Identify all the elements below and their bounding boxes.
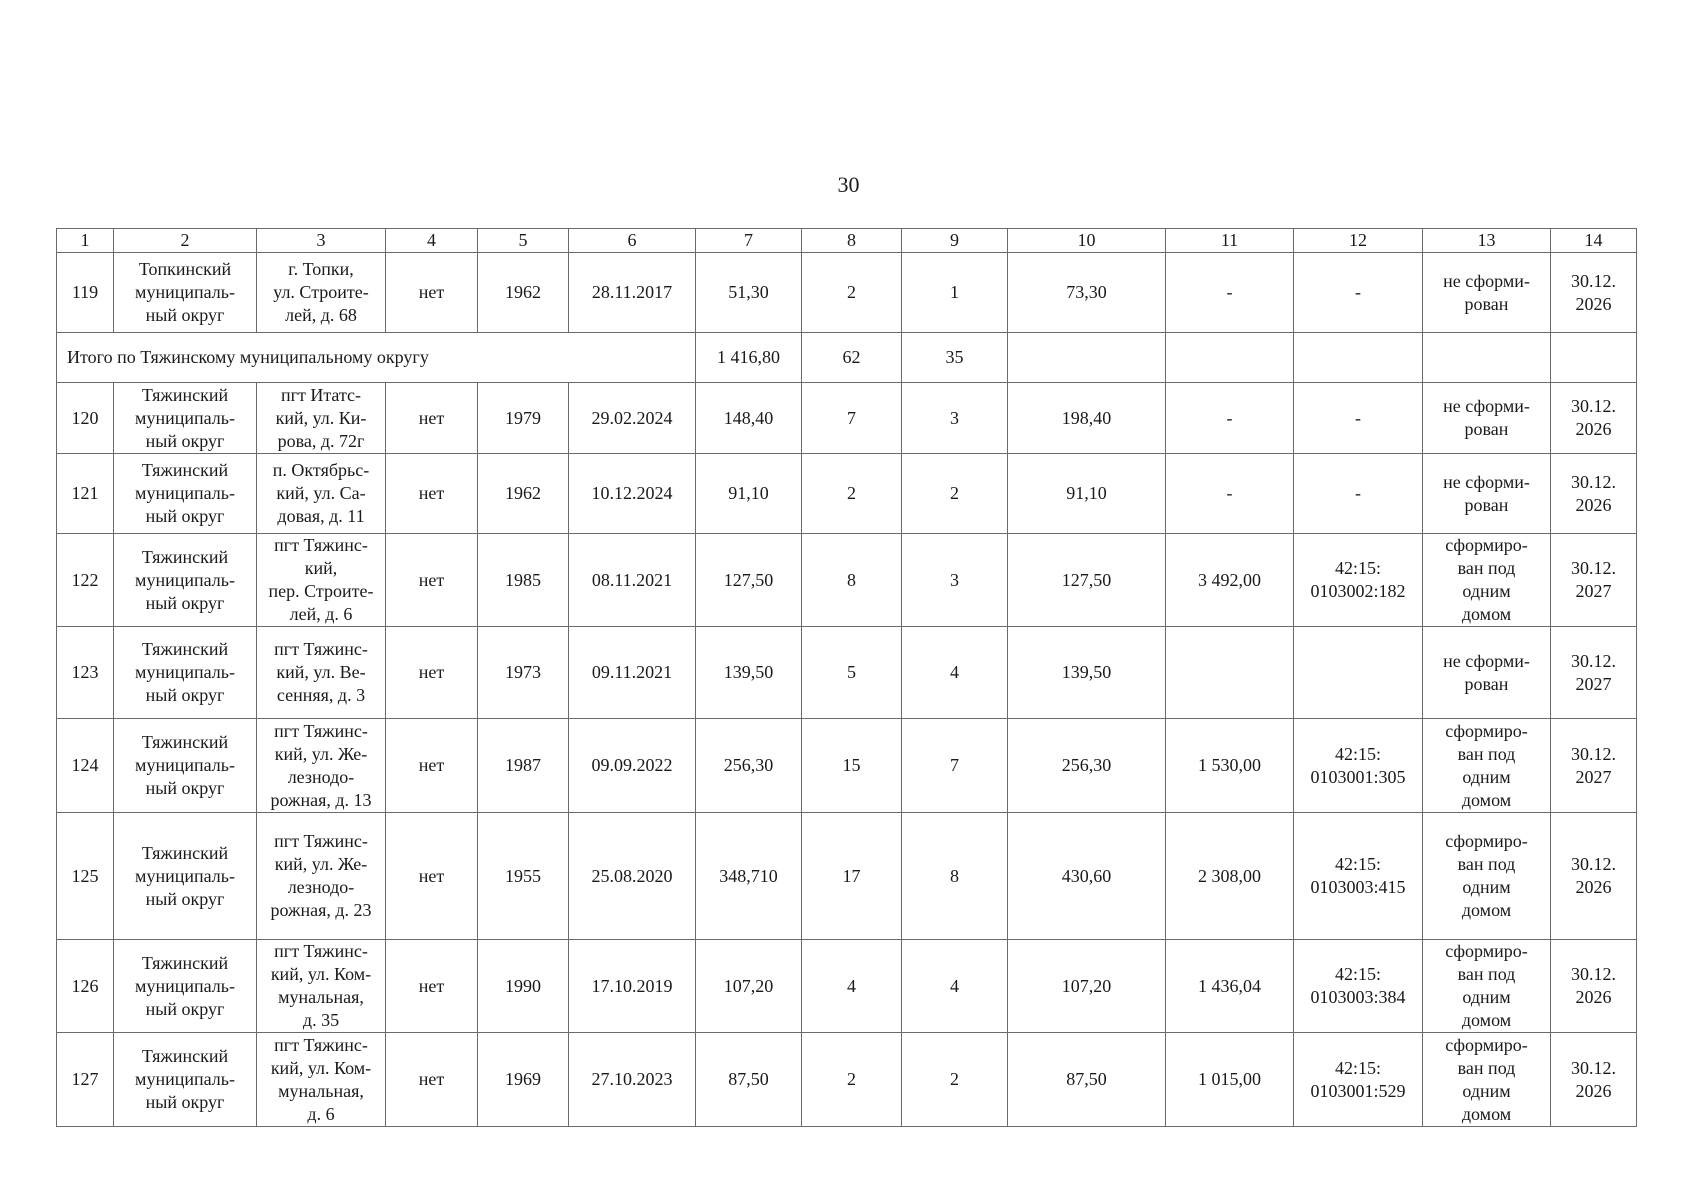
- land-status-cell: не сформи- рован: [1423, 383, 1551, 454]
- land-status-cell: не сформи- рован: [1423, 454, 1551, 534]
- address-cell: г. Топки, ул. Строите- лей, д. 68: [257, 253, 386, 333]
- total-area-cell: 87,50: [696, 1033, 802, 1127]
- residents-count-cell: 8: [802, 534, 902, 627]
- column-number: 13: [1423, 229, 1551, 253]
- address-cell: пгт Итатс- кий, ул. Ки- рова, д. 72г: [257, 383, 386, 454]
- address-cell: пгт Тяжинс- кий, ул. Ком- мунальная, д. 35: [257, 940, 386, 1033]
- land-area-cell: 2 308,00: [1166, 813, 1294, 940]
- subtotal-label: Итого по Тяжинскому муниципальному округу: [57, 333, 696, 383]
- municipality-cell: Тяжинский муниципаль- ный округ: [114, 383, 257, 454]
- municipality-cell: Топкинский муниципаль- ный округ: [114, 253, 257, 333]
- column-number: 5: [478, 229, 569, 253]
- column-number: 12: [1294, 229, 1423, 253]
- land-area-cell: [1166, 627, 1294, 719]
- residents-count-cell: 5: [802, 627, 902, 719]
- build-year-cell: 1962: [478, 253, 569, 333]
- recognition-date-cell: 29.02.2024: [569, 383, 696, 454]
- column-number: 10: [1008, 229, 1166, 253]
- apartments-count-cell: 1: [902, 253, 1008, 333]
- recognition-date-cell: 17.10.2019: [569, 940, 696, 1033]
- resettlement-area-cell: 127,50: [1008, 534, 1166, 627]
- total-area-cell: 348,710: [696, 813, 802, 940]
- row-number-cell: 120: [57, 383, 114, 454]
- address-cell: пгт Тяжинс- кий, пер. Строите- лей, д. 6: [257, 534, 386, 627]
- resettlement-deadline-cell: 30.12. 2026: [1551, 1033, 1637, 1127]
- recognition-date-cell: 28.11.2017: [569, 253, 696, 333]
- resettlement-deadline-cell: 30.12. 2027: [1551, 534, 1637, 627]
- land-area-cell: -: [1166, 253, 1294, 333]
- total-area-cell: 139,50: [696, 627, 802, 719]
- table-row: [57, 813, 1637, 940]
- row-number-cell: 125: [57, 813, 114, 940]
- address-cell: пгт Тяжинс- кий, ул. Ве- сенняя, д. 3: [257, 627, 386, 719]
- land-status-cell: сформиро- ван под одним домом: [1423, 1033, 1551, 1127]
- land-status-cell: не сформи- рован: [1423, 253, 1551, 333]
- apartments-count-cell: 3: [902, 534, 1008, 627]
- residents-count-cell: 2: [802, 454, 902, 534]
- column-number: 11: [1166, 229, 1294, 253]
- cadastral-number-cell: 42:15: 0103001:305: [1294, 719, 1423, 813]
- resettlement-deadline-cell: 30.12. 2026: [1551, 813, 1637, 940]
- resettlement-deadline-cell: 30.12. 2026: [1551, 940, 1637, 1033]
- resettlement-area-cell: 91,10: [1008, 454, 1166, 534]
- row-number-cell: 119: [57, 253, 114, 333]
- column-number: 3: [257, 229, 386, 253]
- apartments-count-cell: 2: [902, 1033, 1008, 1127]
- cadastral-number-cell: 42:15: 0103002:182: [1294, 534, 1423, 627]
- column-number: 8: [802, 229, 902, 253]
- table-row: [57, 383, 1637, 454]
- row-number-cell: 123: [57, 627, 114, 719]
- resettlement-deadline-cell: 30.12. 2027: [1551, 719, 1637, 813]
- build-year-cell: 1973: [478, 627, 569, 719]
- subtotal-resettlement-area: [1008, 333, 1166, 383]
- emergency-flag-cell: нет: [386, 454, 478, 534]
- resettlement-deadline-cell: 30.12. 2026: [1551, 454, 1637, 534]
- build-year-cell: 1955: [478, 813, 569, 940]
- residents-count-cell: 2: [802, 1033, 902, 1127]
- emergency-flag-cell: нет: [386, 813, 478, 940]
- total-area-cell: 51,30: [696, 253, 802, 333]
- land-area-cell: 1 530,00: [1166, 719, 1294, 813]
- build-year-cell: 1962: [478, 454, 569, 534]
- recognition-date-cell: 09.11.2021: [569, 627, 696, 719]
- municipality-cell: Тяжинский муниципаль- ный округ: [114, 627, 257, 719]
- residents-count-cell: 7: [802, 383, 902, 454]
- apartments-count-cell: 2: [902, 454, 1008, 534]
- land-area-cell: -: [1166, 454, 1294, 534]
- row-number-cell: 126: [57, 940, 114, 1033]
- resettlement-deadline-cell: 30.12. 2027: [1551, 627, 1637, 719]
- cadastral-number-cell: -: [1294, 383, 1423, 454]
- address-cell: п. Октябрьс- кий, ул. Са- довая, д. 11: [257, 454, 386, 534]
- land-area-cell: 3 492,00: [1166, 534, 1294, 627]
- subtotal-row: [57, 333, 1637, 383]
- resettlement-area-cell: 107,20: [1008, 940, 1166, 1033]
- row-number-cell: 122: [57, 534, 114, 627]
- table-row: [57, 253, 1637, 333]
- page-number: 30: [837, 172, 860, 197]
- municipality-cell: Тяжинский муниципаль- ный округ: [114, 454, 257, 534]
- subtotal-land-status: [1423, 333, 1551, 383]
- build-year-cell: 1985: [478, 534, 569, 627]
- column-number: 6: [569, 229, 696, 253]
- housing-table: [56, 228, 1637, 1127]
- emergency-flag-cell: нет: [386, 940, 478, 1033]
- land-status-cell: сформиро- ван под одним домом: [1423, 719, 1551, 813]
- row-number-cell: 121: [57, 454, 114, 534]
- address-cell: пгт Тяжинс- кий, ул. Же- лезнодо- рожная, д. 23: [257, 813, 386, 940]
- land-status-cell: сформиро- ван под одним домом: [1423, 813, 1551, 940]
- resettlement-area-cell: 430,60: [1008, 813, 1166, 940]
- table-row: [57, 627, 1637, 719]
- emergency-flag-cell: нет: [386, 383, 478, 454]
- municipality-cell: Тяжинский муниципаль- ный округ: [114, 1033, 257, 1127]
- land-status-cell: не сформи- рован: [1423, 627, 1551, 719]
- table-row: [57, 940, 1637, 1033]
- land-area-cell: 1 436,04: [1166, 940, 1294, 1033]
- recognition-date-cell: 10.12.2024: [569, 454, 696, 534]
- subtotal-apartments-count: 35: [902, 333, 1008, 383]
- column-number: 4: [386, 229, 478, 253]
- table-row: [57, 719, 1637, 813]
- emergency-flag-cell: нет: [386, 1033, 478, 1127]
- build-year-cell: 1969: [478, 1033, 569, 1127]
- apartments-count-cell: 4: [902, 940, 1008, 1033]
- table-row: [57, 1033, 1637, 1127]
- municipality-cell: Тяжинский муниципаль- ный округ: [114, 719, 257, 813]
- cadastral-number-cell: [1294, 627, 1423, 719]
- municipality-cell: Тяжинский муниципаль- ный округ: [114, 940, 257, 1033]
- apartments-count-cell: 4: [902, 627, 1008, 719]
- land-area-cell: -: [1166, 383, 1294, 454]
- resettlement-deadline-cell: 30.12. 2026: [1551, 383, 1637, 454]
- build-year-cell: 1987: [478, 719, 569, 813]
- emergency-flag-cell: нет: [386, 627, 478, 719]
- cadastral-number-cell: 42:15: 0103003:415: [1294, 813, 1423, 940]
- resettlement-area-cell: 256,30: [1008, 719, 1166, 813]
- cadastral-number-cell: -: [1294, 454, 1423, 534]
- resettlement-deadline-cell: 30.12. 2026: [1551, 253, 1637, 333]
- emergency-flag-cell: нет: [386, 253, 478, 333]
- resettlement-area-cell: 87,50: [1008, 1033, 1166, 1127]
- subtotal-residents-count: 62: [802, 333, 902, 383]
- column-number: 14: [1551, 229, 1637, 253]
- land-area-cell: 1 015,00: [1166, 1033, 1294, 1127]
- municipality-cell: Тяжинский муниципаль- ный округ: [114, 534, 257, 627]
- apartments-count-cell: 3: [902, 383, 1008, 454]
- build-year-cell: 1979: [478, 383, 569, 454]
- column-number: 2: [114, 229, 257, 253]
- address-cell: пгт Тяжинс- кий, ул. Же- лезнодо- рожная, д. 13: [257, 719, 386, 813]
- column-number-row: [57, 229, 1637, 253]
- residents-count-cell: 4: [802, 940, 902, 1033]
- residents-count-cell: 15: [802, 719, 902, 813]
- subtotal-land-area: [1166, 333, 1294, 383]
- apartments-count-cell: 7: [902, 719, 1008, 813]
- cadastral-number-cell: -: [1294, 253, 1423, 333]
- apartments-count-cell: 8: [902, 813, 1008, 940]
- municipality-cell: Тяжинский муниципаль- ный округ: [114, 813, 257, 940]
- column-number: 7: [696, 229, 802, 253]
- recognition-date-cell: 25.08.2020: [569, 813, 696, 940]
- cadastral-number-cell: 42:15: 0103003:384: [1294, 940, 1423, 1033]
- total-area-cell: 107,20: [696, 940, 802, 1033]
- subtotal-total-area: 1 416,80: [696, 333, 802, 383]
- column-number: 9: [902, 229, 1008, 253]
- subtotal-resettlement-deadline: [1551, 333, 1637, 383]
- resettlement-area-cell: 139,50: [1008, 627, 1166, 719]
- cadastral-number-cell: 42:15: 0103001:529: [1294, 1033, 1423, 1127]
- total-area-cell: 256,30: [696, 719, 802, 813]
- residents-count-cell: 2: [802, 253, 902, 333]
- emergency-flag-cell: нет: [386, 719, 478, 813]
- recognition-date-cell: 09.09.2022: [569, 719, 696, 813]
- table-row: [57, 454, 1637, 534]
- table-row: [57, 534, 1637, 627]
- resettlement-area-cell: 73,30: [1008, 253, 1166, 333]
- build-year-cell: 1990: [478, 940, 569, 1033]
- recognition-date-cell: 08.11.2021: [569, 534, 696, 627]
- land-status-cell: сформиро- ван под одним домом: [1423, 940, 1551, 1033]
- column-number: 1: [57, 229, 114, 253]
- recognition-date-cell: 27.10.2023: [569, 1033, 696, 1127]
- total-area-cell: 91,10: [696, 454, 802, 534]
- address-cell: пгт Тяжинс- кий, ул. Ком- мунальная, д. 6: [257, 1033, 386, 1127]
- subtotal-cadastral-number: [1294, 333, 1423, 383]
- total-area-cell: 127,50: [696, 534, 802, 627]
- land-status-cell: сформиро- ван под одним домом: [1423, 534, 1551, 627]
- row-number-cell: 127: [57, 1033, 114, 1127]
- resettlement-area-cell: 198,40: [1008, 383, 1166, 454]
- emergency-flag-cell: нет: [386, 534, 478, 627]
- residents-count-cell: 17: [802, 813, 902, 940]
- total-area-cell: 148,40: [696, 383, 802, 454]
- row-number-cell: 124: [57, 719, 114, 813]
